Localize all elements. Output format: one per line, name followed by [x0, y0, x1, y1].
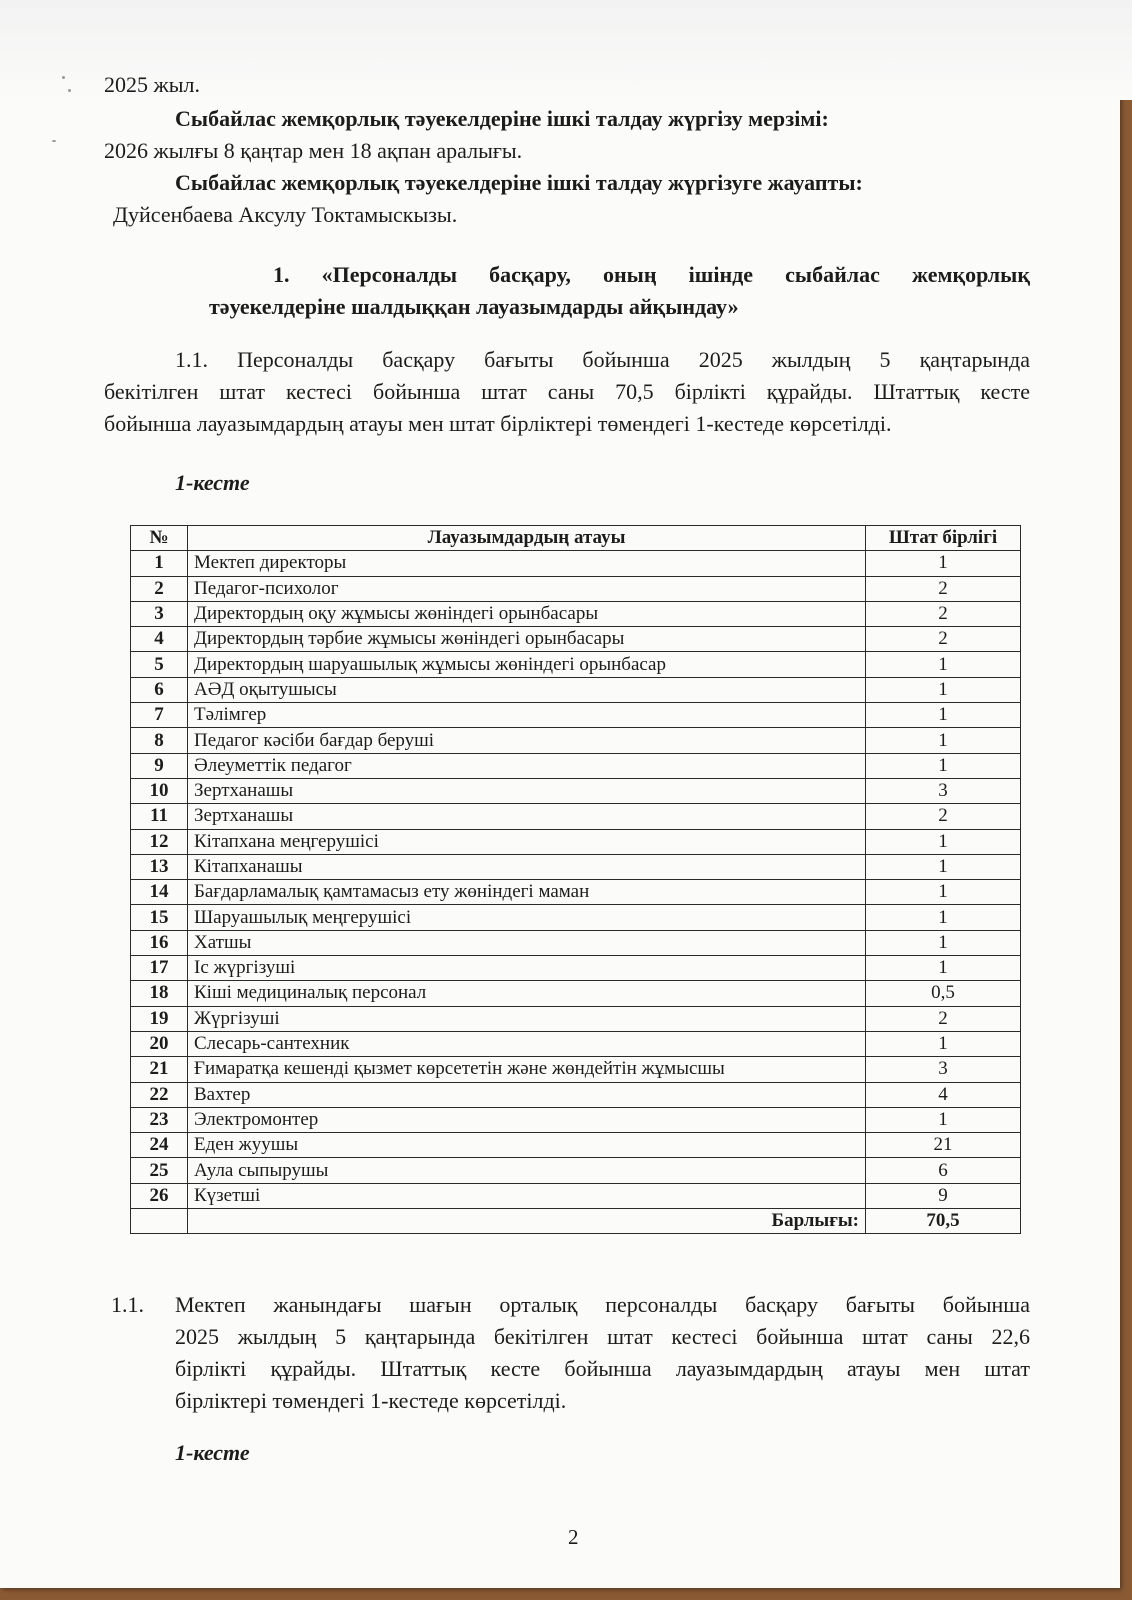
responsible-value: Дуйсенбаева Аксулу Токтамыскызы. — [113, 202, 458, 227]
row-number: 9 — [131, 753, 188, 778]
position-name: Кітапханашы — [188, 854, 866, 879]
staff-units: 1 — [866, 677, 1021, 702]
table-row — [131, 778, 1021, 803]
paper-speck — [62, 76, 65, 79]
table-row — [131, 829, 1021, 854]
staff-units: 1 — [866, 829, 1021, 854]
row-number: 25 — [131, 1158, 188, 1183]
position-name: Зертханашы — [188, 804, 866, 829]
table-row — [131, 576, 1021, 601]
position-name: Кіші медициналық персонал — [188, 981, 866, 1006]
row-number: 21 — [131, 1057, 188, 1082]
table-row — [131, 677, 1021, 702]
staff-units: 9 — [866, 1183, 1021, 1208]
table-row — [131, 1107, 1021, 1132]
row-number: 8 — [131, 728, 188, 753]
staff-units: 1 — [866, 728, 1021, 753]
table-row — [131, 854, 1021, 879]
row-number: 4 — [131, 627, 188, 652]
staff-units: 2 — [866, 627, 1021, 652]
row-number: 3 — [131, 601, 188, 626]
total-value: 70,5 — [866, 1209, 1021, 1234]
staff-units: 1 — [866, 880, 1021, 905]
staff-table — [130, 525, 1021, 1234]
position-name: Еден жуушы — [188, 1133, 866, 1158]
row-number: 7 — [131, 703, 188, 728]
row-number: 13 — [131, 854, 188, 879]
table-row — [131, 981, 1021, 1006]
staff-units: 1 — [866, 1031, 1021, 1056]
header-position-name: Лауазымдардың атауы — [188, 526, 866, 551]
row-number: 15 — [131, 905, 188, 930]
position-name: Зертханашы — [188, 778, 866, 803]
position-name: Директордың тәрбие жұмысы жөніндегі орынбасары — [188, 627, 866, 652]
position-name: Әлеуметтік педагог — [188, 753, 866, 778]
position-name: Бағдарламалық қамтамасыз ету жөніндегі маман — [188, 880, 866, 905]
row-number: 6 — [131, 677, 188, 702]
paragraph-1-1b-line2: 2025 жылдың 5 қаңтарында бекітілген штат кестесі бойынша штат саны 22,6 — [175, 1324, 1030, 1349]
table-total-row — [131, 1209, 1021, 1234]
staff-units: 1 — [866, 956, 1021, 981]
paper-speck — [68, 89, 71, 92]
table-row — [131, 804, 1021, 829]
staff-units: 2 — [866, 576, 1021, 601]
section-title-line2: тәуекелдеріне шалдыққан лауазымдарды айқындау» — [209, 294, 739, 319]
position-name: АӘД оқытушысы — [188, 677, 866, 702]
position-name: Слесарь-сантехник — [188, 1031, 866, 1056]
paragraph-1-1-line3: бойынша лауазымдардың атауы мен штат бірліктері төмендегі 1-кестеде көрсетілді. — [104, 411, 892, 436]
year-line: 2025 жыл. — [104, 72, 200, 97]
staff-units: 1 — [866, 1107, 1021, 1132]
position-name: Кітапхана меңгерушісі — [188, 829, 866, 854]
staff-units: 2 — [866, 601, 1021, 626]
header-number: № — [131, 526, 188, 551]
table-row — [131, 956, 1021, 981]
position-name: Аула сыпырушы — [188, 1158, 866, 1183]
row-number: 24 — [131, 1133, 188, 1158]
staff-units: 2 — [866, 804, 1021, 829]
row-number: 14 — [131, 880, 188, 905]
staff-units: 1 — [866, 652, 1021, 677]
position-name: Директордың оқу жұмысы жөніндегі орынбасары — [188, 601, 866, 626]
position-name: Шаруашылық меңгерушісі — [188, 905, 866, 930]
row-number: 22 — [131, 1082, 188, 1107]
table-row — [131, 1006, 1021, 1031]
section-title-line1: 1. «Персоналды басқару, оның ішінде сыбайлас жемқорлық — [273, 262, 1030, 287]
position-name: Директордың шаруашылық жұмысы жөніндегі орынбасар — [188, 652, 866, 677]
position-name: Педагог кәсіби бағдар беруші — [188, 728, 866, 753]
total-empty-cell — [131, 1209, 188, 1234]
row-number: 23 — [131, 1107, 188, 1132]
table-row — [131, 880, 1021, 905]
staff-units: 3 — [866, 1057, 1021, 1082]
table-row — [131, 652, 1021, 677]
staff-units: 2 — [866, 1006, 1021, 1031]
table-row — [131, 1158, 1021, 1183]
position-name: Хатшы — [188, 930, 866, 955]
staff-units: 1 — [866, 905, 1021, 930]
row-number: 26 — [131, 1183, 188, 1208]
staff-units: 3 — [866, 778, 1021, 803]
position-name: Электромонтер — [188, 1107, 866, 1132]
table-row — [131, 905, 1021, 930]
table-row — [131, 728, 1021, 753]
row-number: 20 — [131, 1031, 188, 1056]
table-row — [131, 930, 1021, 955]
paragraph-1-1b-line4: бірліктері төмендегі 1-кестеде көрсетілді. — [175, 1388, 567, 1413]
paragraph-1-1b-number: 1.1. — [111, 1292, 144, 1317]
row-number: 12 — [131, 829, 188, 854]
deadline-value: 2026 жылғы 8 қаңтар мен 18 ақпан аралығы. — [104, 138, 523, 163]
position-name: Вахтер — [188, 1082, 866, 1107]
row-number: 11 — [131, 804, 188, 829]
row-number: 10 — [131, 778, 188, 803]
table-row — [131, 1082, 1021, 1107]
staff-units: 1 — [866, 551, 1021, 576]
paragraph-1-1b-line1: Мектеп жанындағы шағын орталық персоналды басқару бағыты бойынша — [175, 1292, 1030, 1317]
staff-units: 4 — [866, 1082, 1021, 1107]
table-row — [131, 1183, 1021, 1208]
responsible-heading: Сыбайлас жемқорлық тәуекелдеріне ішкі талдау жүргізуге жауапты: — [175, 170, 863, 195]
position-name: Тәлімгер — [188, 703, 866, 728]
table-header-row — [131, 526, 1021, 551]
position-name: Мектеп директоры — [188, 551, 866, 576]
table-caption: 1-кесте — [175, 470, 250, 495]
row-number: 1 — [131, 551, 188, 576]
deadline-heading: Сыбайлас жемқорлық тәуекелдеріне ішкі талдау жүргізу мерзімі: — [175, 106, 829, 131]
staff-units: 21 — [866, 1133, 1021, 1158]
position-name: Күзетші — [188, 1183, 866, 1208]
row-number: 19 — [131, 1006, 188, 1031]
table-row — [131, 627, 1021, 652]
row-number: 2 — [131, 576, 188, 601]
position-name: Ғимаратқа кешенді қызмет көрсететін және жөндейтін жұмысшы — [188, 1057, 866, 1082]
row-number: 5 — [131, 652, 188, 677]
staff-units: 1 — [866, 930, 1021, 955]
row-number: 17 — [131, 956, 188, 981]
table-caption-2: 1-кесте — [175, 1440, 250, 1465]
table-row — [131, 753, 1021, 778]
table-row — [131, 703, 1021, 728]
staff-units: 0,5 — [866, 981, 1021, 1006]
table-row — [131, 1031, 1021, 1056]
row-number: 16 — [131, 930, 188, 955]
page-number: 2 — [568, 1525, 579, 1549]
table-row — [131, 551, 1021, 576]
table-row — [131, 601, 1021, 626]
total-label: Барлығы: — [188, 1209, 866, 1234]
staff-units: 1 — [866, 854, 1021, 879]
paper-speck — [52, 140, 56, 142]
staff-units: 1 — [866, 703, 1021, 728]
table-row — [131, 1057, 1021, 1082]
staff-units: 1 — [866, 753, 1021, 778]
staff-units: 6 — [866, 1158, 1021, 1183]
header-staff-units: Штат бірлігі — [866, 526, 1021, 551]
table-row — [131, 1133, 1021, 1158]
position-name: Іс жүргізуші — [188, 956, 866, 981]
paragraph-1-1b-line3: бірлікті құрайды. Штаттық кесте бойынша лауазымдардың атауы мен штат — [175, 1356, 1030, 1381]
row-number: 18 — [131, 981, 188, 1006]
position-name: Жүргізуші — [188, 1006, 866, 1031]
position-name: Педагог-психолог — [188, 576, 866, 601]
paragraph-1-1-line2: бекітілген штат кестесі бойынша штат саны 70,5 бірлікті құрайды. Штаттық кесте — [104, 379, 1030, 404]
paragraph-1-1-line1: 1.1. Персоналды басқару бағыты бойынша 2025 жылдың 5 қаңтарында — [175, 347, 1030, 372]
